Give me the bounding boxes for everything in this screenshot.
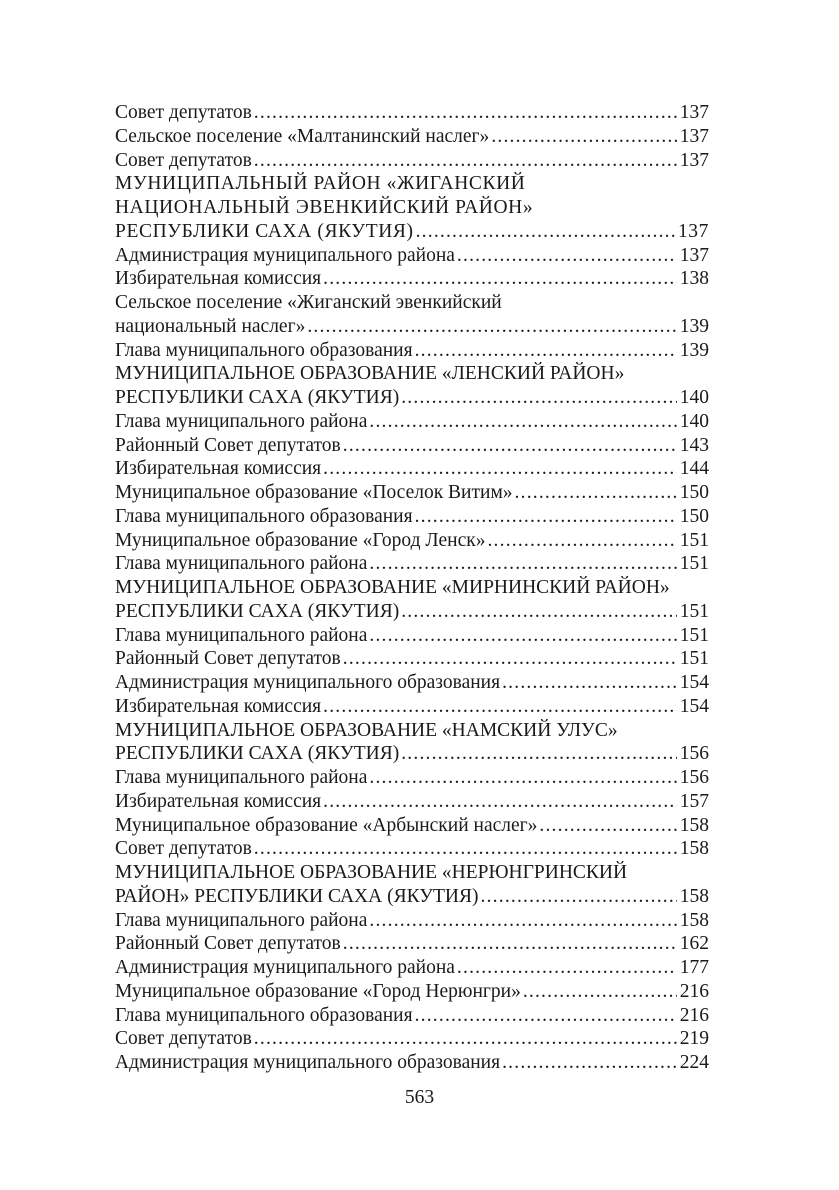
toc-entry-page: 137 [679, 149, 709, 171]
toc-entry [115, 647, 709, 671]
dot-leader [415, 1004, 677, 1028]
toc-entry-page: 143 [679, 434, 709, 456]
toc-entry-title: Администрация муниципального района [115, 244, 455, 266]
dot-leader [457, 956, 677, 980]
toc-entry-page: 157 [679, 790, 709, 812]
toc-entry [115, 339, 709, 363]
toc-entry-page: 140 [679, 387, 709, 408]
toc-entry-page: 151 [679, 600, 709, 622]
dot-leader [369, 624, 676, 648]
toc-entry-title: Глава муниципального района [115, 624, 368, 646]
toc-entry [115, 932, 709, 956]
toc-entry [115, 576, 709, 600]
page-number: 563 [404, 1087, 435, 1108]
toc-entry-page: 224 [679, 1052, 709, 1073]
toc-entry-page: 216 [679, 980, 709, 1002]
dot-leader [369, 909, 676, 933]
toc-entry-page: 137 [679, 102, 709, 123]
toc-entry [115, 814, 709, 838]
toc-entry [115, 529, 709, 553]
toc-entry [115, 410, 709, 434]
toc-entry [115, 1004, 709, 1028]
dot-leader [491, 125, 676, 149]
toc-entry-title: Районный Совет депутатов [115, 648, 341, 670]
dot-leader [254, 149, 677, 173]
toc-entry [115, 909, 709, 933]
toc-entry-title: Избирательная комиссия [115, 790, 322, 812]
toc-entry [115, 980, 709, 1004]
dot-leader [401, 600, 677, 624]
toc-entry-title: НАЦИОНАЛЬНЫЙ ЭВЕНКИЙСКИЙ РАЙОН» [115, 197, 534, 218]
toc-entry-title: Глава муниципального района [115, 410, 368, 432]
toc-entry [115, 1051, 709, 1075]
toc-entry-page: 158 [679, 909, 709, 931]
toc-entry-title: Муниципальное образование «Арбынский наслег» [115, 814, 538, 836]
toc-entry-page: 139 [679, 315, 709, 337]
toc-entry-page: 137 [679, 244, 709, 266]
toc-entry-title: Сельское поселение «Жиганский эвенкийский [115, 292, 502, 313]
toc-entry [115, 552, 709, 576]
dot-leader [343, 932, 677, 956]
toc-entry-page: 150 [679, 505, 709, 527]
toc-entry-title: Глава муниципального образования [115, 339, 413, 361]
toc-entry [115, 386, 709, 410]
toc-entry-page: 140 [679, 410, 709, 432]
toc-entry-page: 150 [679, 482, 709, 503]
dot-leader [323, 695, 677, 719]
dot-leader [254, 101, 677, 125]
toc-entry-page: 137 [679, 125, 709, 147]
toc-entry [115, 790, 709, 814]
toc-entry [115, 624, 709, 648]
toc-entry [115, 600, 709, 624]
toc-entry-page: 158 [679, 838, 709, 860]
toc-entry-title: Совет депутатов [115, 102, 252, 123]
toc-entry-title: Избирательная комиссия [115, 268, 322, 290]
toc-entry-title: Совет депутатов [115, 1028, 252, 1050]
toc-entry-page: 177 [679, 957, 709, 978]
toc-entry-title: Совет депутатов [115, 149, 252, 171]
toc-entry-page: 158 [679, 885, 709, 907]
dot-leader [539, 814, 676, 838]
dot-leader [369, 410, 676, 434]
dot-leader [343, 434, 677, 458]
toc-entry-title: РЕСПУБЛИКИ САХА (ЯКУТИЯ) [115, 743, 400, 765]
toc-entry-title: Совет депутатов [115, 838, 252, 860]
toc-entry-title: Избирательная комиссия [115, 458, 322, 480]
dot-leader [515, 481, 677, 505]
toc-entry [115, 434, 709, 458]
toc-entry-title: МУНИЦИПАЛЬНЫЙ РАЙОН «ЖИГАНСКИЙ [115, 173, 526, 195]
toc-entry [115, 457, 709, 481]
toc-entry [115, 719, 709, 743]
toc-entry-title: Сельское поселение «Малтанинский наслег» [115, 125, 490, 147]
toc-entry-title: Районный Совет депутатов [115, 933, 341, 955]
toc-entry-title: Глава муниципального района [115, 767, 368, 788]
toc-entry [115, 244, 709, 268]
toc-entry-title: Муниципальное образование «Поселок Витим» [115, 482, 513, 503]
toc-entry [115, 766, 709, 790]
toc-entry [115, 885, 709, 909]
toc-entry [115, 267, 709, 291]
toc-entry-title: Глава муниципального района [115, 909, 368, 931]
toc-entry [115, 101, 709, 125]
dot-leader [481, 885, 677, 909]
dot-leader [416, 220, 675, 244]
toc-entry [115, 362, 709, 386]
toc-entry-page: 151 [679, 529, 709, 551]
toc-entry-title: РАЙОН» РЕСПУБЛИКИ САХА (ЯКУТИЯ) [115, 885, 479, 907]
dot-leader [401, 742, 677, 766]
toc-entry [115, 149, 709, 173]
dot-leader [307, 315, 676, 339]
toc-entry-title: Глава муниципального образования [115, 1004, 413, 1026]
toc-entry [115, 956, 709, 980]
toc-entry-title: Администрация муниципального образования [115, 1052, 501, 1073]
dot-leader [323, 457, 677, 481]
table-of-contents [115, 101, 709, 1075]
toc-entry-title: Администрация муниципального образования [115, 672, 501, 693]
toc-entry-page: 151 [679, 648, 709, 670]
toc-entry-page: 154 [679, 695, 709, 717]
toc-entry-title: Муниципальное образование «Город Нерюнгри» [115, 980, 521, 1002]
dot-leader [487, 529, 676, 553]
toc-entry-title: Администрация муниципального района [115, 957, 455, 978]
dot-leader [401, 386, 677, 410]
dot-leader [415, 505, 677, 529]
toc-entry [115, 695, 709, 719]
toc-entry [115, 291, 709, 315]
dot-leader [323, 790, 677, 814]
toc-entry-page: 137 [677, 220, 709, 242]
toc-entry [115, 861, 709, 885]
toc-entry-page: 154 [679, 672, 709, 693]
dot-leader [369, 552, 676, 576]
dot-leader [502, 1051, 677, 1075]
toc-entry [115, 1027, 709, 1051]
toc-entry-title: РЕСПУБЛИКИ САХА (ЯКУТИЯ) [115, 387, 400, 408]
dot-leader [369, 766, 676, 790]
dot-leader [254, 837, 677, 861]
toc-entry-page: 139 [679, 339, 709, 361]
toc-entry-title: РЕСПУБЛИКИ САХА (ЯКУТИЯ) [115, 600, 400, 622]
dot-leader [415, 339, 677, 363]
dot-leader [502, 671, 677, 695]
dot-leader [323, 267, 677, 291]
toc-entry-page: 138 [679, 268, 709, 290]
toc-entry-title: МУНИЦИПАЛЬНОЕ ОБРАЗОВАНИЕ «МИРНИНСКИЙ РАЙОН» [115, 577, 670, 598]
toc-entry [115, 742, 709, 766]
toc-entry-title: РЕСПУБЛИКИ САХА (ЯКУТИЯ) [115, 220, 414, 242]
toc-entry-title: МУНИЦИПАЛЬНОЕ ОБРАЗОВАНИЕ «ЛЕНСКИЙ РАЙОН» [115, 363, 625, 385]
toc-entry-title: Муниципальное образование «Город Ленск» [115, 529, 486, 551]
toc-entry-title: МУНИЦИПАЛЬНОЕ ОБРАЗОВАНИЕ «НАМСКИЙ УЛУС» [115, 719, 618, 741]
toc-entry-title: Глава муниципального района [115, 553, 368, 575]
toc-entry-page: 144 [679, 458, 709, 480]
toc-entry-title: Избирательная комиссия [115, 695, 322, 717]
toc-entry-page: 156 [679, 743, 709, 765]
toc-entry [115, 315, 709, 339]
dot-leader [523, 980, 677, 1004]
toc-entry-page: 151 [679, 624, 709, 646]
toc-entry [115, 172, 709, 196]
toc-entry-page: 151 [679, 553, 709, 575]
toc-entry-page: 216 [679, 1004, 709, 1026]
toc-entry [115, 125, 709, 149]
toc-entry-page: 156 [679, 767, 709, 788]
toc-entry-title: Глава муниципального образования [115, 505, 413, 527]
toc-entry [115, 220, 709, 244]
dot-leader [254, 1027, 677, 1051]
toc-entry [115, 837, 709, 861]
toc-entry-title: МУНИЦИПАЛЬНОЕ ОБРАЗОВАНИЕ «НЕРЮНГРИНСКИЙ [115, 862, 628, 883]
toc-entry [115, 196, 709, 220]
dot-leader [457, 244, 677, 268]
toc-entry-title: национальный наслег» [115, 315, 306, 337]
toc-entry [115, 505, 709, 529]
toc-entry-title: Районный Совет депутатов [115, 434, 341, 456]
toc-entry-page: 219 [679, 1028, 709, 1050]
toc-entry-page: 158 [679, 814, 709, 836]
toc-entry-page: 162 [679, 933, 709, 955]
toc-entry [115, 671, 709, 695]
dot-leader [343, 647, 677, 671]
toc-entry [115, 481, 709, 505]
